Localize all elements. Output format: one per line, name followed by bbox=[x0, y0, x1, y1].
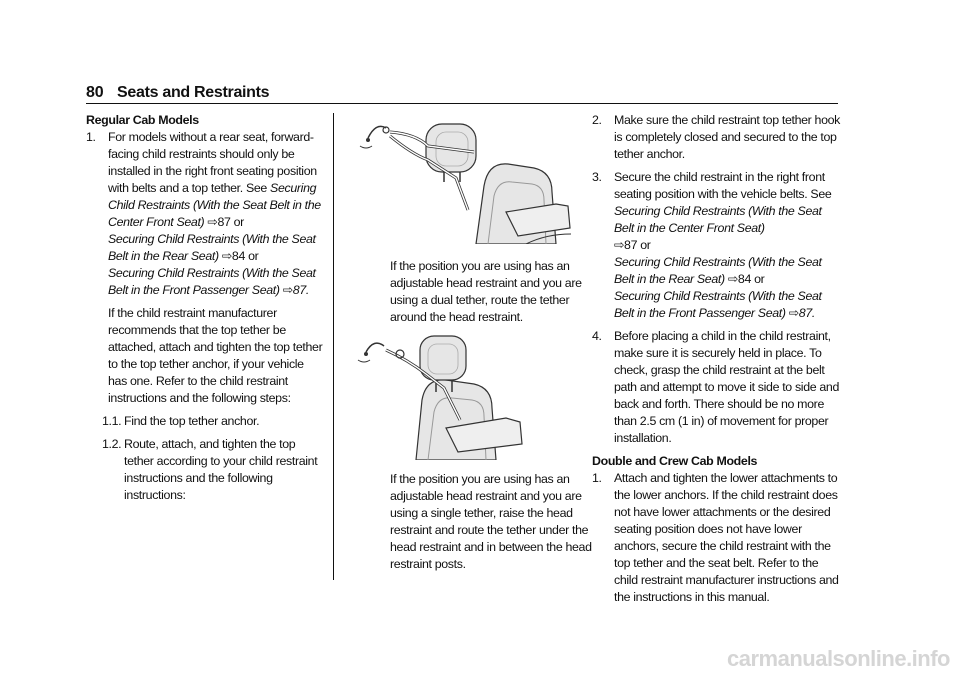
single-tether-paragraph: If the position you are using has an adjustable head restraint and you are using a single tether, raise the head restraint and route the tether under the head restraint and in between the head restraint posts. bbox=[390, 472, 592, 571]
column-middle-upper bbox=[390, 258, 592, 326]
subheading-double-crew-cab: Double and Crew Cab Models bbox=[592, 454, 758, 468]
step-4 bbox=[592, 328, 842, 447]
or-text: or bbox=[754, 272, 765, 286]
step-1 bbox=[86, 129, 324, 299]
page-reference[interactable]: 84 bbox=[737, 272, 751, 286]
step-number: 1. bbox=[592, 471, 602, 485]
substep-1-2 bbox=[102, 436, 324, 504]
cross-reference-link[interactable]: Securing Child Restraints (With the Seat Belt in the Center Front Seat) bbox=[108, 181, 321, 229]
column-right bbox=[592, 112, 842, 606]
or-text: or bbox=[233, 215, 244, 229]
step-text: Before placing a child in the child restraint, make sure it is securely held in place. To check, grasp the child restraint at the belt path and attempt to move it side to side and back and forth. There should be no more than 2.5 cm (1 in) of movement for proper installation. bbox=[614, 329, 839, 445]
cross-reference-link[interactable]: Securing Child Restraints (With the Seat Belt in the Front Passenger Seat) bbox=[614, 289, 822, 320]
step-text: Find the top tether anchor. bbox=[124, 414, 260, 428]
page-ref-arrow-icon: ⇨ bbox=[282, 283, 293, 297]
page-reference[interactable]: 84 bbox=[231, 249, 245, 263]
page-reference[interactable]: 87. bbox=[292, 283, 309, 297]
or-text: or bbox=[248, 249, 259, 263]
column-left bbox=[86, 112, 324, 504]
page-reference[interactable]: 87 bbox=[217, 215, 231, 229]
page-number: 80 bbox=[86, 84, 104, 101]
step-number: 1.1. bbox=[102, 414, 122, 428]
step-2 bbox=[592, 112, 842, 163]
step-text: For models without a rear seat, forward-facing child restraints should only be installed in the right front seating position with belts and a top tether. See bbox=[108, 130, 317, 195]
dual-tether-paragraph: If the position you are using has an adjustable head restraint and you are using a dual tether, route the tether around the head restraint. bbox=[390, 259, 582, 324]
page-ref-arrow-icon: ⇨ bbox=[727, 272, 738, 286]
step-text: Route, attach, and tighten the top tether according to your child restraint instructions and the following instructions: bbox=[124, 437, 318, 502]
step-number: 1. bbox=[86, 130, 96, 144]
step-1-double-cab bbox=[592, 470, 842, 606]
cross-reference-link[interactable]: Securing Child Restraints (With the Seat Belt in the Rear Seat) bbox=[108, 232, 316, 263]
section-title: Seats and Restraints bbox=[117, 84, 270, 101]
cross-reference-link[interactable]: Securing Child Restraints (With the Seat Belt in the Center Front Seat) bbox=[614, 204, 822, 235]
page-ref-arrow-icon: ⇨ bbox=[221, 249, 232, 263]
page-reference[interactable]: 87. bbox=[798, 306, 815, 320]
column-divider bbox=[333, 113, 334, 580]
or-text: or bbox=[640, 238, 651, 252]
single-tether-illustration bbox=[356, 330, 571, 460]
step-text: Make sure the child restraint top tether hook is completely closed and secured to the top tether anchor. bbox=[614, 113, 840, 161]
subheading-regular-cab: Regular Cab Models bbox=[86, 113, 199, 127]
dual-tether-illustration bbox=[356, 116, 571, 244]
step-text: Attach and tighten the lower attachments to the lower anchors. If the child restraint does not have lower attachments or the desired seating position does not have lower anchors, secure the child restraint with the top tether and the seat belt. Refer to the child restraint manufacturer instructions and the instructions in this manual. bbox=[614, 471, 839, 604]
substep-1-1 bbox=[102, 413, 324, 430]
step-number: 2. bbox=[592, 113, 602, 127]
page-ref-arrow-icon: ⇨ bbox=[788, 306, 799, 320]
step-number: 3. bbox=[592, 170, 602, 184]
page-reference[interactable]: 87 bbox=[624, 238, 638, 252]
step-3 bbox=[592, 169, 842, 322]
step-text: Secure the child restraint in the right front seating position with the vehicle belts. See bbox=[614, 170, 832, 201]
step-number: 1.2. bbox=[102, 437, 122, 451]
header-rule bbox=[86, 103, 838, 104]
column-middle-lower bbox=[390, 471, 592, 573]
page-ref-arrow-icon: ⇨ bbox=[207, 215, 218, 229]
page-ref-arrow-icon: ⇨ bbox=[614, 238, 625, 252]
instruction-paragraph: If the child restraint manufacturer recommends that the top tether be attached, attach and tighten the top tether to the top tether anchor, if your vehicle has one. Refer to the child restraint instructions and the following steps: bbox=[108, 306, 323, 405]
watermark: carmanualsonline.info bbox=[727, 646, 950, 671]
cross-reference-link[interactable]: Securing Child Restraints (With the Seat Belt in the Front Passenger Seat) bbox=[108, 266, 316, 297]
step-number: 4. bbox=[592, 329, 602, 343]
cross-reference-link[interactable]: Securing Child Restraints (With the Seat Belt in the Rear Seat) bbox=[614, 255, 822, 286]
